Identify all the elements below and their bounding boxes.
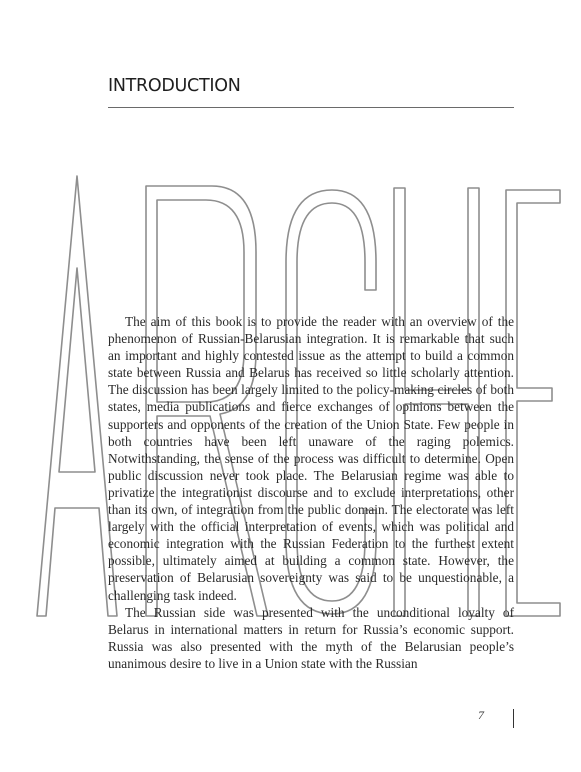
- page-number: 7: [478, 708, 484, 722]
- heading-rule: [108, 107, 514, 108]
- paragraph: The Russian side was presented with the unconditional loyalty of Belarus in international matters in return for Russia’s economic support. Russia was also presented with the myth of the Belarusian people’s unanimous desire to live in a Union state with the Russian: [108, 604, 514, 671]
- paragraph: The aim of this book is to provide the reader with an overview of the phenomenon of Russian-Belarusian integration. It is remarkable that such an important and highly contested issue as the attempt to build a common state between Russia and Belarus has received so little scholarly attention. The discussion has been largely limited to the policy-making circles of both states, media publications and fierce exchanges of opinions between the supporters and opponents of the creation of the Union State. Few people in both countries have been left unaware of the raging polemics. Notwithstanding, the sense of the process was difficult to determine. Open public discussion never took place. The Belarusian regime was able to privatize the integrationist discourse and to exclude interpretations, other than its own, of integration from the public domain. The electorate was left largely with the official interpretation of events, which was political and economic integration with the Russian Federation to the furthest extent possible, ultimately aimed at building a common state. However, the preservation of Belarusian sovereignty was said to be unquestionable, a challenging task indeed.: [108, 314, 514, 603]
- page-number-bar: [513, 709, 514, 728]
- chapter-heading: INTRODUCTION: [108, 76, 241, 96]
- body-text: [108, 313, 514, 672]
